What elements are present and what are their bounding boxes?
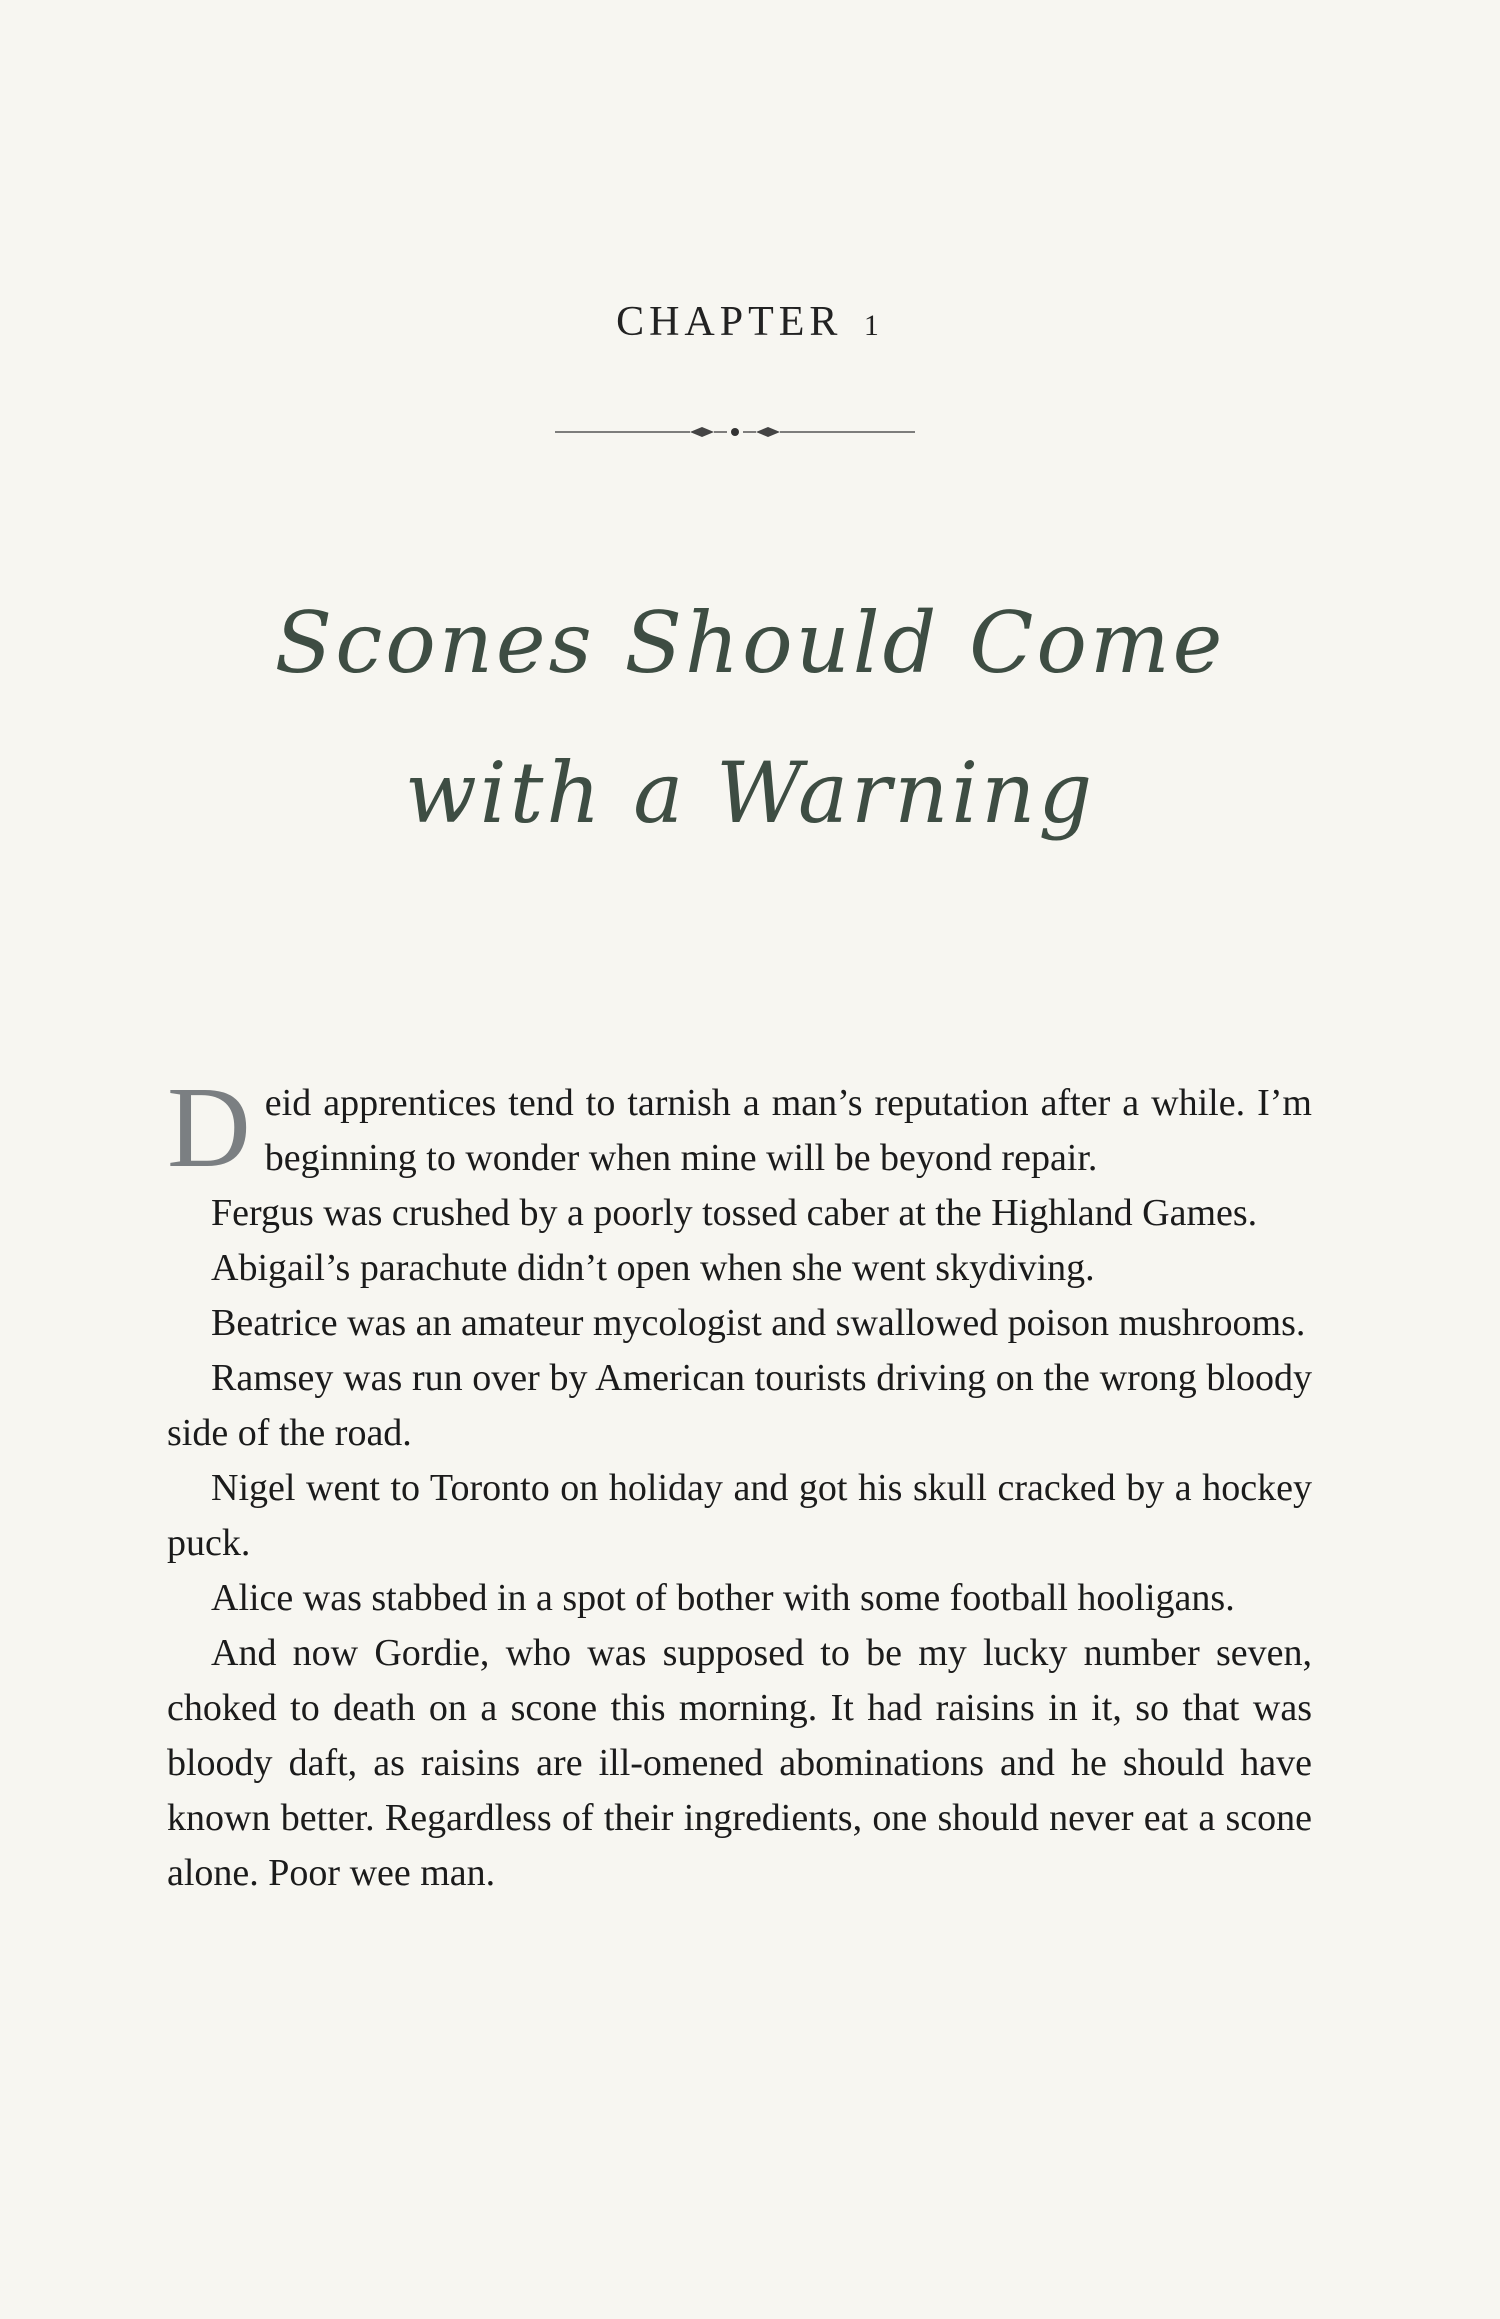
drop-cap: D [167,1064,251,1192]
ornament-divider [555,420,915,444]
chapter-heading [0,298,1500,346]
paragraph [167,1064,1312,1192]
paragraph-text: eid apprentices tend to tarnish a man’s reputation after a while. I’m beginning to wonder when mine will be beyond repair. [264,1082,1312,1179]
paragraph: Abigail’s parachute didn’t open when she went skydiving. [211,1247,1095,1289]
chapter-title-line-1: Scones Should Come [274,594,1226,692]
chapter-title-line-2: with a Warning [404,744,1096,842]
paragraph: And now Gordie, who was supposed to be my lucky number seven, choked to death on a scone this morning. It had raisins in it, so that was bloody daft, as raisins are ill-omened abominations and he should have known better. Regardless of their ingredients, one should never eat a scone alone. Poor wee man. [167,1632,1312,1894]
paragraph: Beatrice was an amateur mycologist and swallowed poison mushrooms. [211,1302,1306,1344]
chapter-title [0,568,1500,868]
paragraph: Nigel went to Toronto on holiday and got his skull cracked by a hockey puck. [167,1467,1312,1564]
chapter-label: CHAPTER [616,299,843,345]
paragraph: Ramsey was run over by American tourists driving on the wrong bloody side of the road. [167,1357,1312,1454]
chapter-number: 1 [863,309,884,342]
paragraph: Alice was stabbed in a spot of bother with some football hooligans. [211,1577,1235,1619]
chapter-body [167,1064,1312,1901]
paragraph: Fergus was crushed by a poorly tossed caber at the Highland Games. [211,1192,1258,1234]
